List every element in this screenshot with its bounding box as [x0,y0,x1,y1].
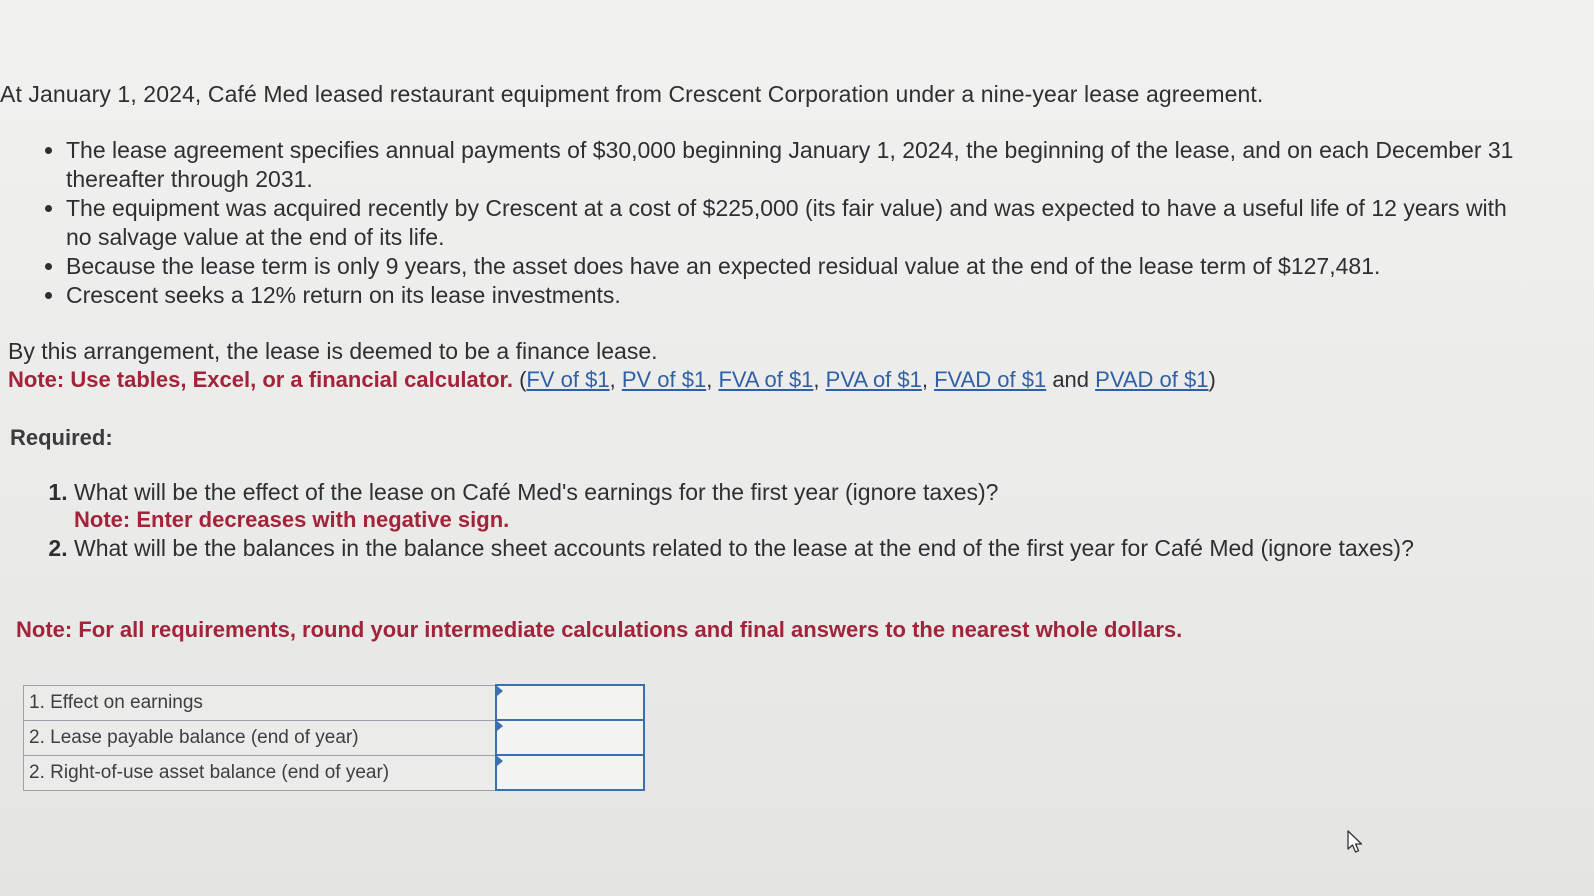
separator: , [921,367,935,392]
row-label: 1. Effect on earnings [24,685,497,720]
separator: , [706,367,719,392]
lease-facts-list [40,136,1526,310]
question-note: Note: Enter decreases with negative sign. [74,507,510,532]
fact-item: • Crescent seeks a 12% return on its lease investments. [66,281,1526,310]
answer-cell[interactable] [496,685,644,720]
question-text: What will be the effect of the lease on Café Med's earnings for the first year (ignore taxes)? [74,479,999,505]
lease-payable-input[interactable] [497,721,643,754]
calculator-note [8,367,1216,393]
fva-link[interactable]: FVA of $1 [718,367,814,392]
separator: , [813,367,826,392]
required-heading: Required: [10,425,113,450]
separator: , [609,367,622,392]
question-text: What will be the balances in the balance sheet accounts related to the lease at the end of the first year for Café Med (ignore taxes)? [74,535,1414,561]
fact-item: • The lease agreement specifies annual payments of $30,000 beginning January 1, 2024, the beginning of the lease, and on each December 31 thereafter through 2031. [66,136,1526,194]
required-questions [48,478,1514,562]
rounding-note: Note: For all requirements, round your intermediate calculations and final answers to the nearest whole dollars. [16,617,1183,642]
finance-lease-text: By this arrangement, the lease is deemed to be a finance lease. [8,338,658,364]
answer-cell[interactable] [496,720,644,755]
mouse-pointer-icon [1346,830,1364,854]
answer-table [23,684,645,791]
cell-flag-icon [497,721,503,731]
cell-flag-icon [497,756,503,766]
fact-item: • Because the lease term is only 9 years, the asset does have an expected residual value at the end of the lease term of $127,481. [66,252,1526,281]
question-item [74,534,1514,562]
calculator-note-bold: Note: Use tables, Excel, or a financial calculator. [8,367,513,392]
question-item [74,478,1514,534]
right-of-use-asset-input[interactable] [497,756,643,789]
fact-item: • The equipment was acquired recently by Crescent at a cost of $225,000 (its fair value) and was expected to have a useful life of 12 years with no salvage value at the end of its life. [66,194,1526,252]
intro-text: At January 1, 2024, Café Med leased restaurant equipment from Crescent Corporation under a nine-year lease agreement. [0,81,1264,107]
table-row [24,720,645,755]
answer-cell[interactable] [496,755,644,790]
pv-link[interactable]: PV of $1 [621,367,707,392]
fv-link[interactable]: FV of $1 [526,367,610,392]
cell-flag-icon [497,686,503,696]
and-text: and [1046,367,1096,392]
pva-link[interactable]: PVA of $1 [825,367,922,392]
table-row [24,755,645,790]
fvad-link[interactable]: FVAD of $1 [934,367,1047,392]
close-paren: ) [1208,367,1216,392]
table-row [24,685,645,720]
row-label: 2. Lease payable balance (end of year) [24,720,497,755]
pvad-link[interactable]: PVAD of $1 [1095,367,1209,392]
row-label: 2. Right-of-use asset balance (end of year) [24,755,497,790]
effect-on-earnings-input[interactable] [497,686,643,719]
open-paren: ( [512,367,527,392]
